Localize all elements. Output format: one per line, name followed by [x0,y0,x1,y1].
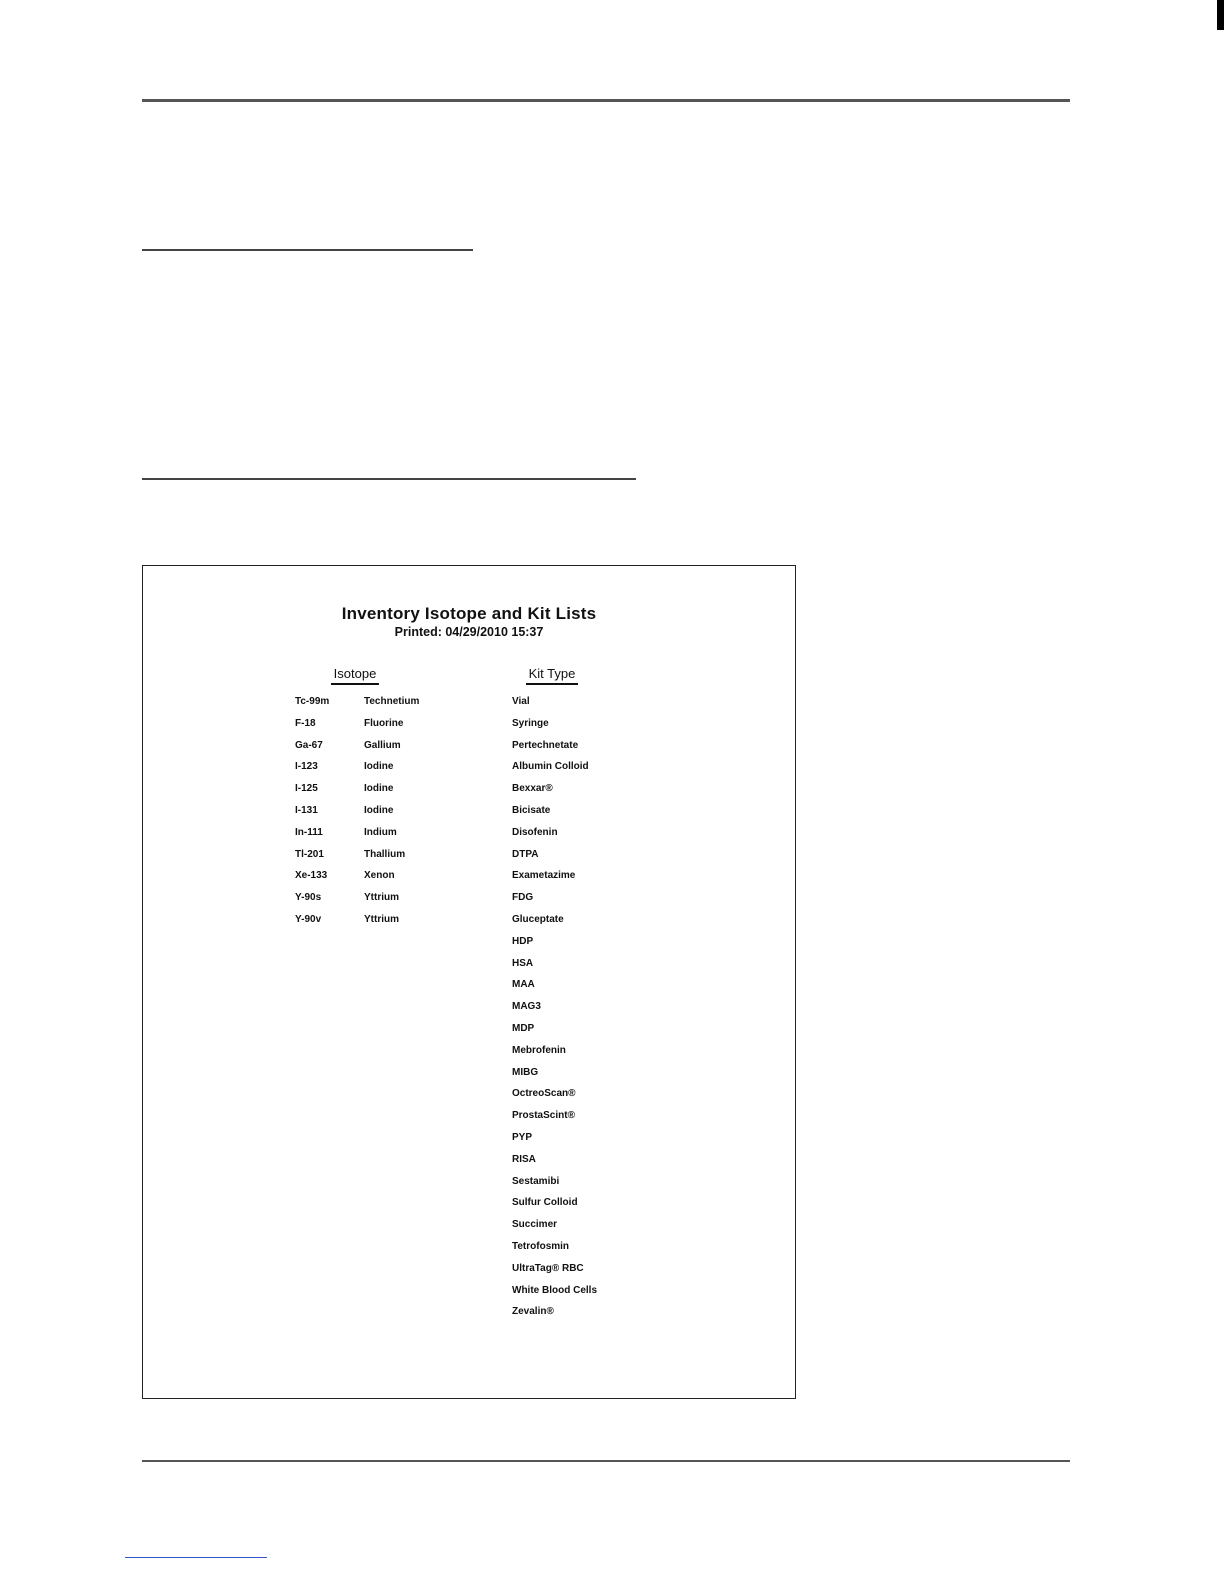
kit-type-item: MIBG [512,1066,539,1078]
isotope-name: Yttrium [364,913,399,925]
section-rule-1 [142,249,473,251]
kit-type-item: Vial [512,696,530,707]
kit-header-underline [526,683,578,685]
kit-type-item: Disofenin [512,826,558,838]
isotope-row [295,914,495,936]
kit-type-item: RISA [512,1153,536,1165]
isotope-name: Iodine [364,804,394,816]
isotope-name: Technetium [364,696,420,707]
kit-type-item: MDP [512,1022,535,1034]
isotope-name: Yttrium [364,892,399,904]
isotope-row [295,761,495,783]
kit-type-item: Albumin Colloid [512,761,589,773]
kit-type-item: Pertechnetate [512,739,579,751]
isotope-row [295,805,495,827]
report-title: Inventory Isotope and Kit Lists [341,604,597,623]
kit-type-item: DTPA [512,848,539,860]
kit-type-item: Zevalin® [512,1306,554,1318]
kit-type-item: Bexxar® [512,783,553,795]
isotope-name: Xenon [364,870,395,882]
isotope-row [295,849,495,871]
kit-type-list [512,696,597,1328]
section-rule-2 [142,478,636,480]
kit-type-item: Bicisate [512,804,551,816]
inventory-report-figure [142,565,796,1399]
kit-header-label: Kit Type [528,666,576,681]
kit-type-item: ProstaScint® [512,1110,575,1122]
isotope-row [295,892,495,914]
kit-type-item: HSA [512,957,534,969]
kit-type-item: Sestamibi [512,1175,560,1187]
footer-link-underline [125,1557,267,1558]
kit-type-item: Gluceptate [512,913,564,925]
kit-type-item: HDP [512,935,534,947]
isotope-name: Iodine [364,783,394,795]
isotope-symbol: Xe-133 [295,870,328,882]
kit-type-column-header [526,666,578,685]
kit-type-item: OctreoScan® [512,1088,576,1100]
isotope-symbol: Y-90v [295,913,322,925]
isotope-row [295,718,495,740]
isotope-symbol: In-111 [295,826,323,838]
header-rule [142,99,1070,102]
isotope-symbol: I-131 [295,804,318,816]
isotope-symbol: Ga-67 [295,739,323,751]
isotope-row [295,870,495,892]
kit-type-item: Sulfur Colloid [512,1197,578,1209]
footer-rule [142,1460,1070,1462]
isotope-name: Iodine [364,761,394,773]
isotope-symbol: I-125 [295,783,318,795]
isotope-header-label: Isotope [333,666,377,681]
page-edge-marker [1217,0,1224,30]
report-printed-date: Printed: 04/29/2010 15:37 [394,625,544,639]
isotope-symbol: I-123 [295,761,318,773]
isotope-list [295,696,495,936]
isotope-name: Fluorine [364,717,404,729]
kit-type-item: Mebrofenin [512,1044,566,1056]
kit-type-item: MAA [512,979,535,991]
isotope-row [295,696,495,718]
kit-type-item: MAG3 [512,1001,541,1013]
isotope-column-header [331,666,379,685]
kit-type-item: White Blood Cells [512,1284,597,1296]
kit-type-item: Exametazime [512,870,576,882]
kit-type-item: Succimer [512,1219,558,1231]
isotope-name: Indium [364,826,397,838]
isotope-header-underline [331,683,379,685]
isotope-row [295,783,495,805]
isotope-symbol: Tl-201 [295,848,324,860]
isotope-name: Gallium [364,739,401,751]
isotope-symbol: Y-90s [295,892,322,904]
kit-type-item: Tetrofosmin [512,1240,570,1252]
kit-type-item: FDG [512,892,534,904]
isotope-row [295,740,495,762]
kit-type-item: UltraTag® RBC [512,1262,584,1274]
kit-type-item: Syringe [512,717,549,729]
kit-type-item: PYP [512,1131,533,1143]
isotope-symbol: Tc-99m [295,696,330,707]
isotope-symbol: F-18 [295,717,316,729]
isotope-name: Thallium [364,848,406,860]
isotope-row [295,827,495,849]
